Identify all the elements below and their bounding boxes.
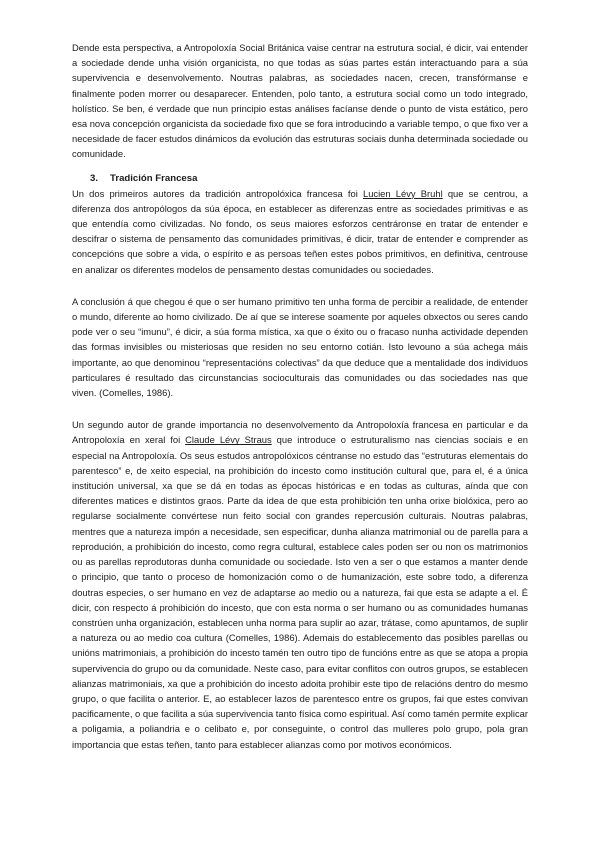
paragraph-levy-bruhl bbox=[72, 186, 528, 277]
section-number: 3. bbox=[90, 172, 99, 184]
levy-bruhl-link[interactable]: Lucien Lévy Bruhl bbox=[362, 187, 443, 199]
paragraph-levy-bruhl-text-end: que se centrou, a diferenza dos antropólogos da súa época, en establecer as diferenzas entre as sociedades primitivas e as que entendía como civilizadas. No fondo, os seus maiores esforzos centráronse en tratar de entender e descifrar o sistema de pensamento das comunidades primitivas, é dicir, tratar de entender e comprender as concepcións que sobre a vida, o espírito e as persoas teñen estes pobos primitivos, en definitiva, centrouse en analizar os diferentes modelos de pensamento destas comunidades ou sociedades. bbox=[72, 187, 528, 275]
paragraph-levi-strauss bbox=[72, 417, 528, 751]
paragraph-organicism: Dende esta perspectiva, a Antropoloxía Social Británica vaise centrar na estrutura social, é dicir, vai entender a sociedade dende unha visión organicista, no que todas as súas partes están interactuando para a súa supervivencia e desenvolvemento. Noutras palabras, as sociedades nacen, crecen, transfórmanse e finalmente poden morrer ou desaparecer. Entenden, polo tanto, a estrutura social como un todo integrado, holístico. Se ben, é verdade que nun principio estas análises facíanse dende o punto de vista estático, pero esa nova concepción organicista da sociedade fixo que se fora introducindo a variable tempo, o que fixo ver a necesidade de facer estudos dinámicos da evolución das estruturas sociais dunha determinada sociedade ou comunidade. bbox=[72, 42, 529, 160]
section-heading bbox=[72, 171, 528, 186]
paragraph-levi-strauss-text-end: que introduce o estruturalismo nas ciencias sociais e en especial na Antropoloxía. Os seus estudos antropolóxicos céntranse no estudo das “estruturas elementais do parentesco” e, de xeito especial, na prohibición do incesto como institución cultural que, para el, é a única institución universal, xa que se dá en todas as épocas históricas e en todas as culturas, aínda que con diferentes matices e distintos graos. Parte da idea de que esta prohibición ten unha orixe biolóxica, pero ao regularse socialmente convértese nun feito social con grandes repercusión culturais. Noutras palabras, mentres que a natureza impón a necesidade, sen especificar, dunha alianza matrimonial ou de parella para a reprodución, a prohibición do incesto, como regra cultural, establece cales poden ser ou non os matrimonios ou as parellas reprodutoras dunha comunidade ou sociedade. Isto ven a ser o que estamos a manter dende o principio, que tanto o proceso de homonización como o de humanización, este sobre todo, a diferenza doutras especies, o ser humano en vez de adaptarse ao medio ou a natureza, fai que esta se adapte a el. É dicir, con respecto á prohibición do incesto, que con esta norma o ser humano ou as comunidades humanas constrúen unha organización, establecen unha norma para suplir ao azar, trátase, como apuntamos, de suplir a natureza ou ao medio coa cultura (Comelles, 1986). Ademais do establecemento das posibles parellas ou unións matrimoniais, a prohibición do incesto tamén ten outro tipo de funcións entre as que se atopa a propia supervivencia do grupo ou da comunidade. Neste caso, para evitar conflitos con outros grupos, se establecen alianzas matrimoniais, xa que a prohibición do incesto adoita prohibir este tipo de relacións dentro do mesmo grupo, o que facilita o anterior. E, ao establecer lazos de parentesco entre os grupos, fai que estes convivan pacificamente, o que facilita a súa supervivencia tanto física como espiritual. Así como tamén permite explicar a poligamia, a poliandria e o celibato e, por conseguinte, o control das mulleres polo grupo, pola gran importancia que estas teñen, tanto para establecer alianzas como por motivos económicos. bbox=[72, 434, 529, 750]
paragraph-gap bbox=[72, 277, 528, 294]
paragraph-conclusion: A conclusión á que chegou é que o ser humano primitivo ten unha forma de percibir a realidade, de entender o mundo, diferente ao homo civilizado. De aí que se interese soamente por aqueles obxectos ou seres cando pode ver o seu “imunu”, é dicir, a súa forma mística, xa que o éxito ou o fracaso nunha actividade dependen das formas invisibles ou misteriosas que residen no seu entorno cotián. Isto levouno a súa achega máis importante, ao que denominou “representacións colectivas” da que deduce que a mentalidade dos individuos particulares é resultado das circunstancias socioculturais das comunidades ou das sociedades nas que viven. (Comelles, 1986). bbox=[72, 295, 528, 399]
levi-strauss-link[interactable]: Claude Lévy Straus bbox=[185, 434, 272, 446]
paragraph-levy-bruhl-text-start: Un dos primeiros autores da tradición antropolóxica francesa foi bbox=[72, 187, 363, 199]
paragraph-levi-strauss-text-start: Un segundo autor de grande importancia no desenvolvemento da Antropoloxía francesa en particular e da Antropoloxía en xeral foi bbox=[72, 419, 528, 446]
paragraph-gap bbox=[72, 400, 528, 417]
document-page bbox=[72, 40, 528, 752]
section-title: Tradición Francesa bbox=[110, 172, 198, 184]
